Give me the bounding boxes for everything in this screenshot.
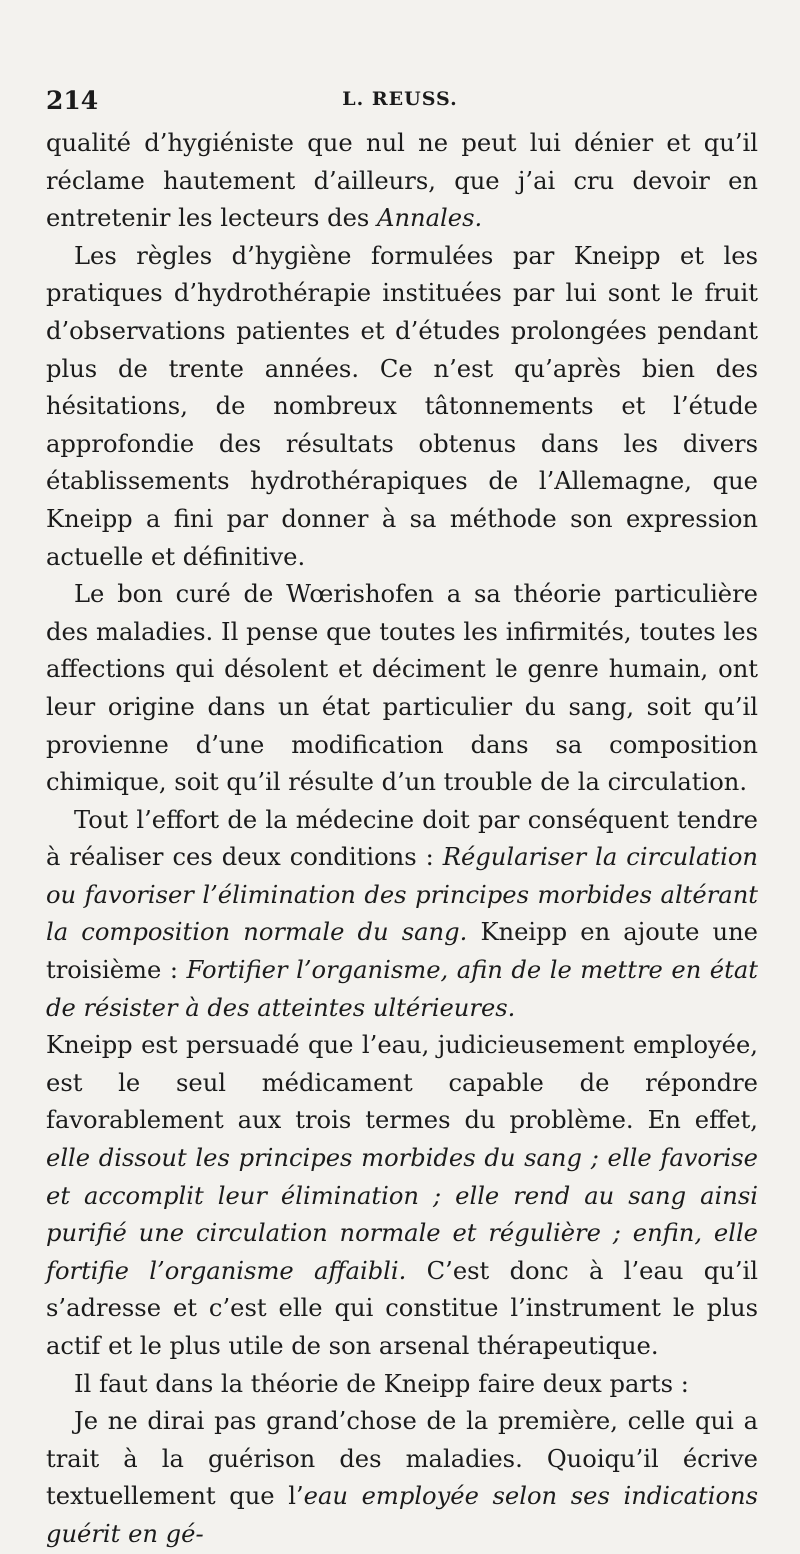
- paragraph: [46, 238, 758, 576]
- page-header: [46, 80, 754, 120]
- paragraph: [46, 1403, 758, 1553]
- text-segment: Kneipp est persuadé que l’eau, judicieusement employée, est le seul médicament capable de répondre favorablement aux trois termes du problème. En effet,: [46, 1031, 758, 1135]
- text-segment: Il faut dans la théorie de Kneipp faire deux parts :: [74, 1369, 689, 1398]
- paragraph: [46, 125, 758, 238]
- text-segment: Je ne dirai pas grand’chose de la première, celle qui a trait à la guérison des maladies. Quoiqu’il écrive textuellement que l’: [46, 1407, 758, 1511]
- paragraph: [46, 1027, 758, 1365]
- paragraph: [46, 1366, 758, 1404]
- body-text: [46, 125, 758, 1554]
- italic-text: Régulariser la circulation ou favoriser l’élimination des principes morbides altérant la composition normale du sang.: [46, 843, 758, 947]
- text-segment: Les règles d’hygiène formulées par Kneipp et les pratiques d’hydrothérapie instituées par lui sont le fruit d’observations patientes et d’études prolongées pendant plus de trente années. Ce n’est qu’après bien des hésitations, de nombreux tâtonnements et l’étude approfondie des résultats obtenus dans les divers établissements hydrothérapiques de l’Allemagne, que Kneipp a fini par donner à sa méthode son expression actuelle et définitive.: [46, 241, 758, 571]
- text-segment: Tout l’effort de la médecine doit par conséquent tendre à réaliser ces deux conditions :: [46, 805, 758, 872]
- running-head: L. REUSS.: [342, 88, 458, 110]
- italic-text: Annales.: [377, 204, 483, 233]
- text-segment: qualité d’hygiéniste que nul ne peut lui dénier et qu’il réclame hautement d’ailleurs, que j’ai cru devoir en entretenir les lecteurs des: [46, 129, 758, 233]
- italic-text: eau employée selon ses indications guérit en gé-: [46, 1482, 759, 1548]
- text-segment: Kneipp en ajoute une troisième :: [46, 918, 758, 985]
- page-number: 214: [46, 86, 99, 115]
- italic-text: Fortifier l’organisme, afin de le mettre en état de résister à des atteintes ultérieures.: [46, 956, 758, 1022]
- paragraph: [46, 576, 758, 802]
- paragraph: [46, 802, 758, 1028]
- text-segment: Le bon curé de Wœrishofen a sa théorie particulière des maladies. Il pense que toutes les infirmités, toutes les affections qui désolent et déciment le genre humain, ont leur origine dans un état particulier du sang, soit qu’il provienne d’une modification dans sa composition chimique, soit qu’il résulte d’un trouble de la circulation.: [46, 580, 758, 797]
- italic-text: elle dissout les principes morbides du sang ; elle favorise et accomplit leur élimination ; elle rend au sang ainsi purifié une circulation normale et régulière ; enfin, elle fortifie l’organisme affaibli.: [46, 1144, 758, 1285]
- text-segment: C’est donc à l’eau qu’il s’adresse et c’est elle qui constitue l’instrument le plus actif et le plus utile de son arsenal thérapeutique.: [46, 1256, 758, 1360]
